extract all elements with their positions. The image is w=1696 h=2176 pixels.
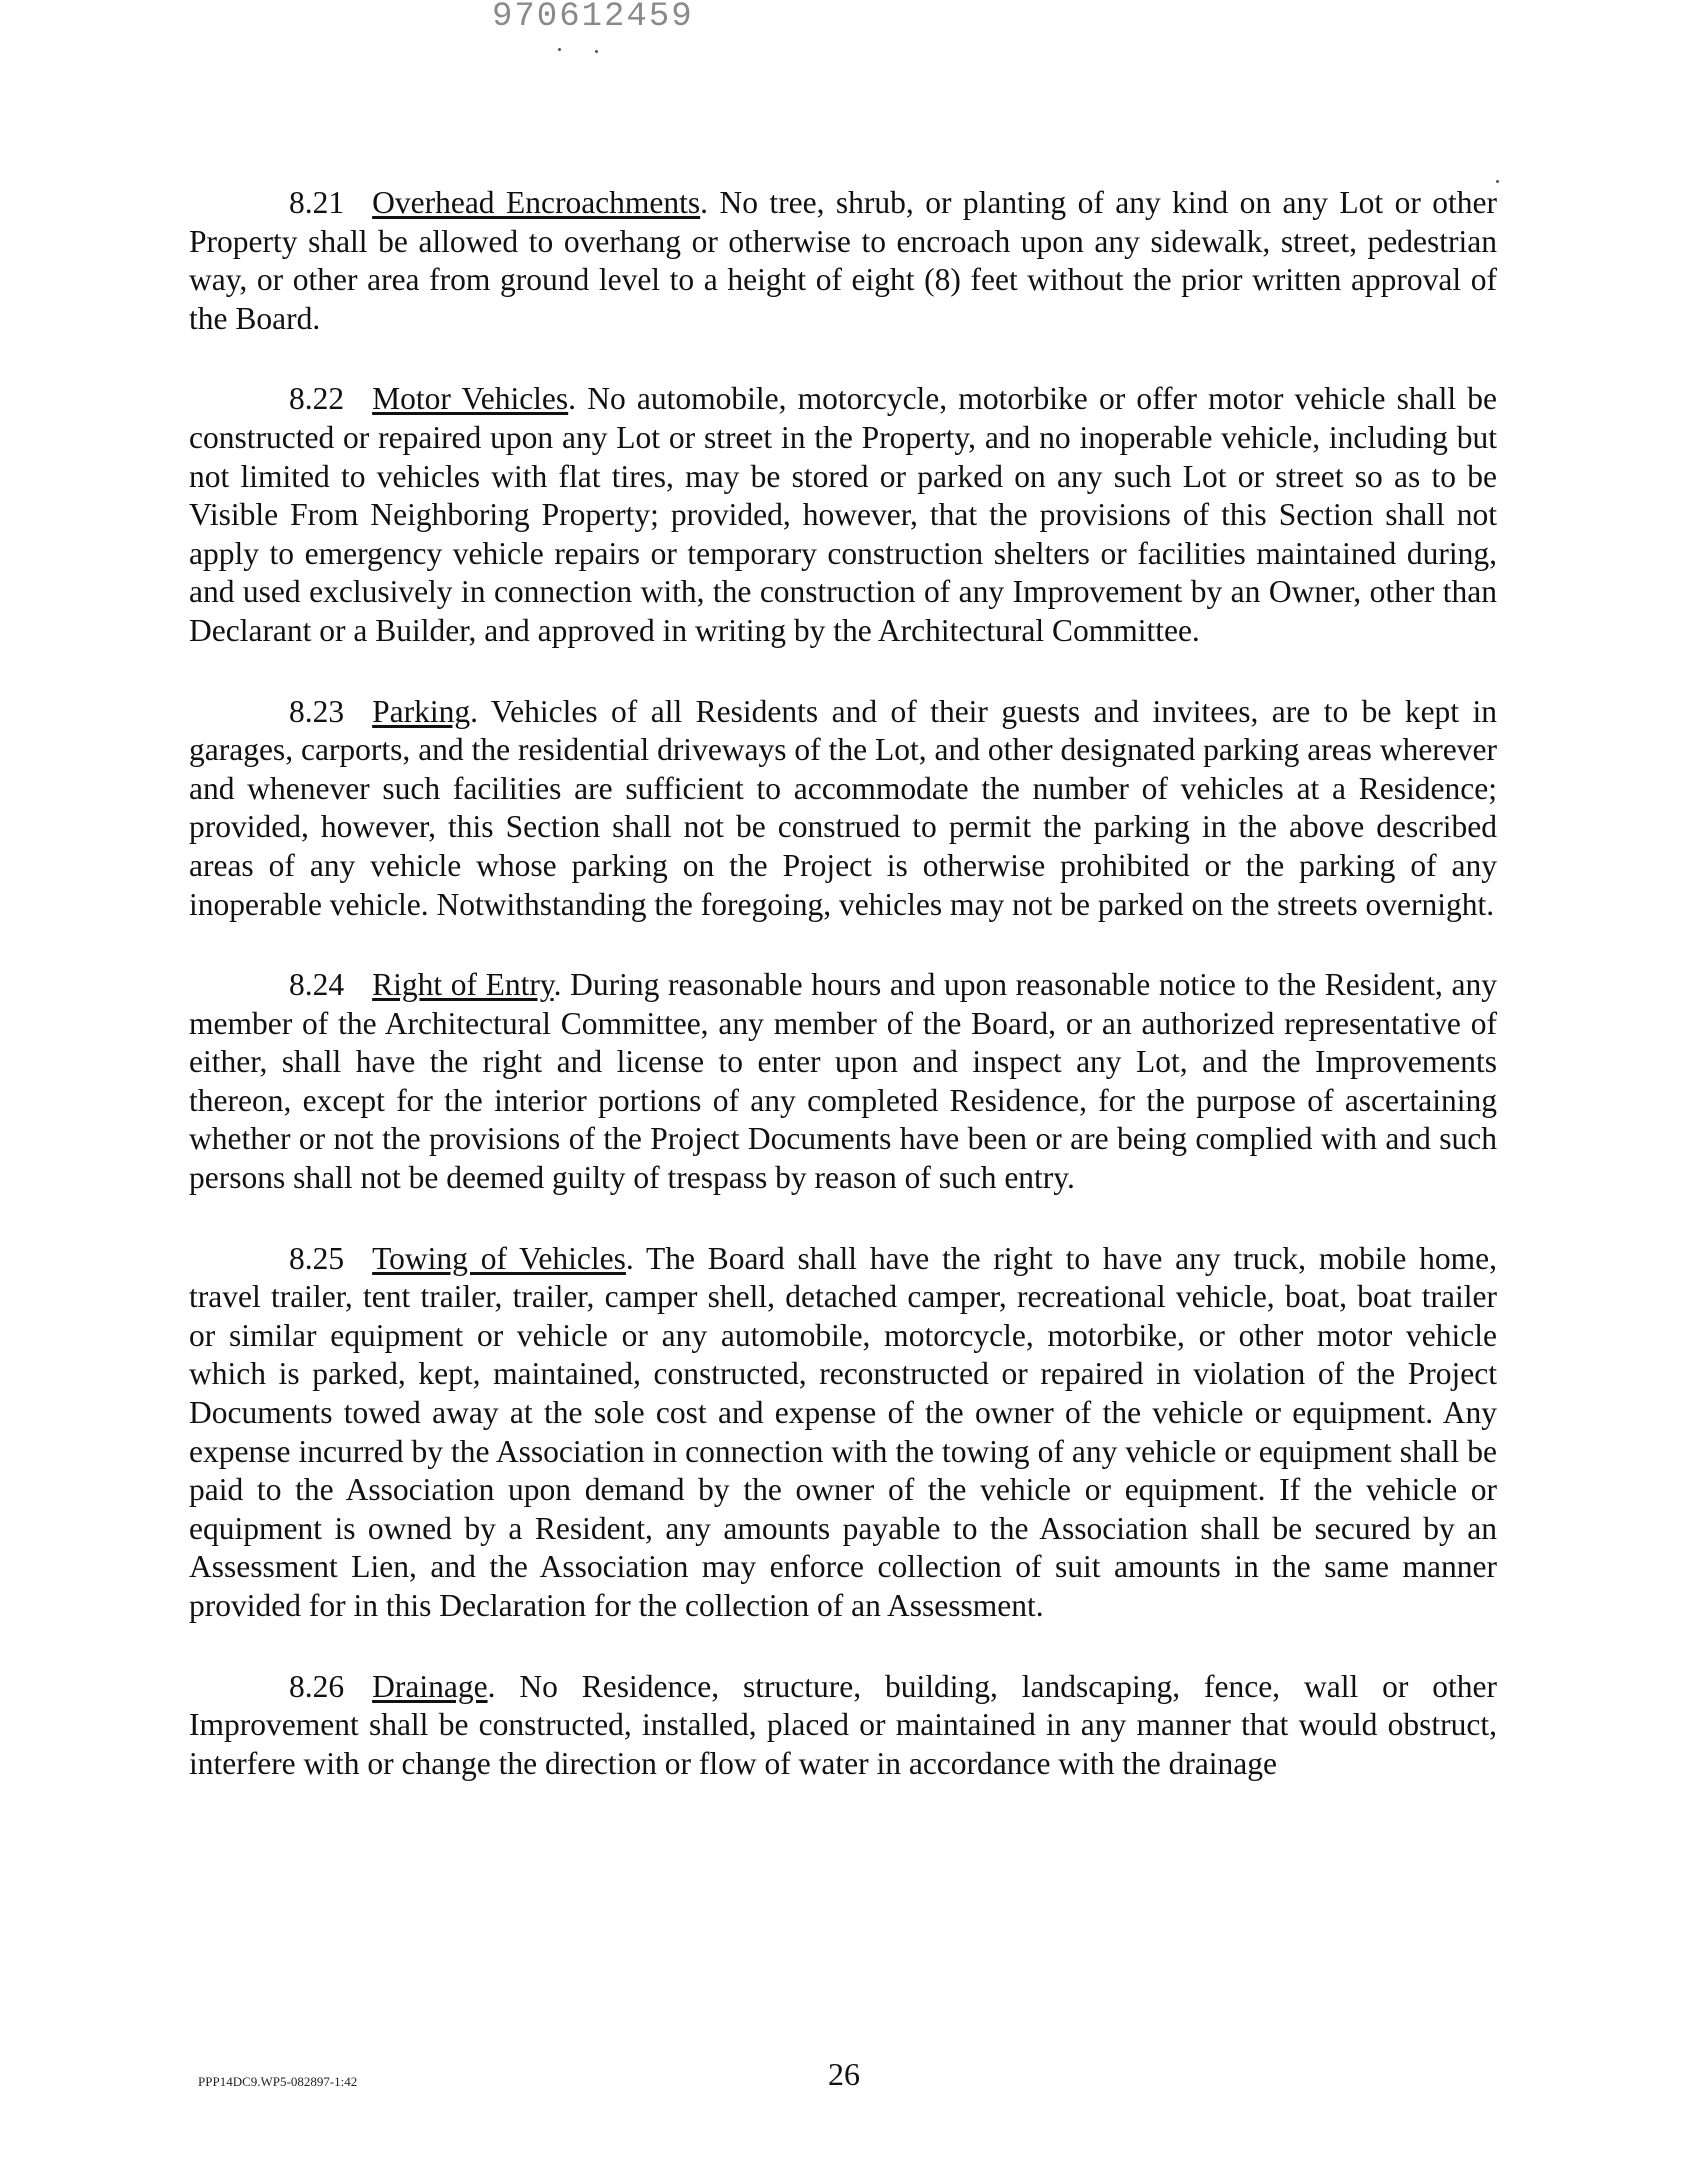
section-8-23: [189, 693, 1497, 925]
section-text: . No tree, shrub, or planting of any kind on any Lot or other Property shall be allowed to overhang or otherwise to encroach upon any sidewalk, street, pedestrian way, or other area from ground level to a height of eight (8) feet without the prior written approval of the Board.: [189, 185, 1497, 336]
section-heading: Drainage: [372, 1668, 488, 1704]
section-number: 8.24: [289, 967, 345, 1003]
footer-document-code: PPP14DC9.WP5-082897-1:42: [198, 2074, 358, 2089]
scan-speck: [595, 50, 598, 53]
section-text: . No automobile, motorcycle, motorbike or offer motor vehicle shall be constructed or repaired upon any Lot or street in the Property, and no inoperable vehicle, including but not limited to vehicles with flat tires, may be stored or parked on any such Lot or street so as to be Visible From Neighboring Property; provided, however, that the provisions of this Section shall not apply to emergency vehicle repairs or temporary construction shelters or facilities maintained during, and used exclusively in connection with, the construction of any Improvement by an Owner, other than Declarant or a Builder, and approved in writing by the Architectural Committee.: [189, 381, 1497, 648]
section-heading: Towing of Vehicles: [372, 1240, 626, 1276]
section-number: 8.21: [289, 185, 345, 220]
section-heading: Motor Vehicles: [372, 381, 569, 417]
section-number: 8.25: [289, 1240, 345, 1276]
section-8-25: [189, 1240, 1497, 1626]
section-text: . During reasonable hours and upon reasonable notice to the Resident, any member of the Architectural Committee, any member of the Board, or an authorized representative of either, shall have the right and license to enter upon and inspect any Lot, and the Improvements thereon, except for the interior portions of any completed Residence, for the purpose of ascertaining whether or not the provisions of the Project Documents have been or are being complied with and such persons shall not be deemed guilty of trespass by reason of such entry.: [189, 967, 1497, 1196]
section-text: . The Board shall have the right to have any truck, mobile home, travel trailer, tent trailer, trailer, camper shell, detached camper, recreational vehicle, boat, boat trailer or similar equipment or vehicle or any automobile, motorcycle, motorbike, or other motor vehicle which is parked, kept, maintained, constructed, reconstructed or repaired in violation of the Project Documents towed away at the sole cost and expense of the owner of the vehicle or equipment. Any expense incurred by the Association in connection with the towing of any vehicle or equipment shall be paid to the Association upon demand by the owner of the vehicle or equipment. If the vehicle or equipment is owned by a Resident, any amounts payable to the Association shall be secured by an Assessment Lien, and the Association may enforce collection of suit amounts in the same manner provided for in this Declaration for the collection of an Assessment.: [189, 1240, 1497, 1623]
section-heading: Right of Entry: [372, 967, 554, 1003]
section-8-24: [189, 966, 1497, 1198]
section-heading: Overhead Encroachments: [372, 185, 701, 220]
section-text: . No Residence, structure, building, landscaping, fence, wall or other Improvement shall be constructed, installed, placed or maintained in any manner that would obstruct, interfere with or change the direction or flow of water in accordance with the drainage: [189, 1668, 1497, 1781]
section-text: . Vehicles of all Residents and of their guests and invitees, are to be kept in garages, carports, and the residential driveways of the Lot, and other designated parking areas wherever and whenever such facilities are sufficient to accommodate the number of vehicles at a Residence; provided, however, this Section shall not be construed to permit the parking in the above described areas of any vehicle whose parking on the Project is otherwise prohibited or the parking of any inoperable vehicle. Notwithstanding the foregoing, vehicles may not be parked on the streets overnight.: [189, 693, 1497, 922]
section-heading: Parking: [372, 693, 471, 729]
scan-speck: [1496, 180, 1499, 183]
section-8-26: [189, 1668, 1497, 1784]
section-number: 8.26: [289, 1668, 345, 1704]
scan-speck: [558, 48, 561, 51]
document-stamp-number: 970612459: [492, 0, 694, 36]
section-number: 8.22: [289, 381, 345, 417]
section-8-22: [189, 380, 1497, 650]
document-body: [189, 184, 1497, 1825]
section-8-21: [189, 184, 1497, 338]
page-number: 26: [828, 2056, 860, 2092]
section-number: 8.23: [289, 693, 345, 729]
